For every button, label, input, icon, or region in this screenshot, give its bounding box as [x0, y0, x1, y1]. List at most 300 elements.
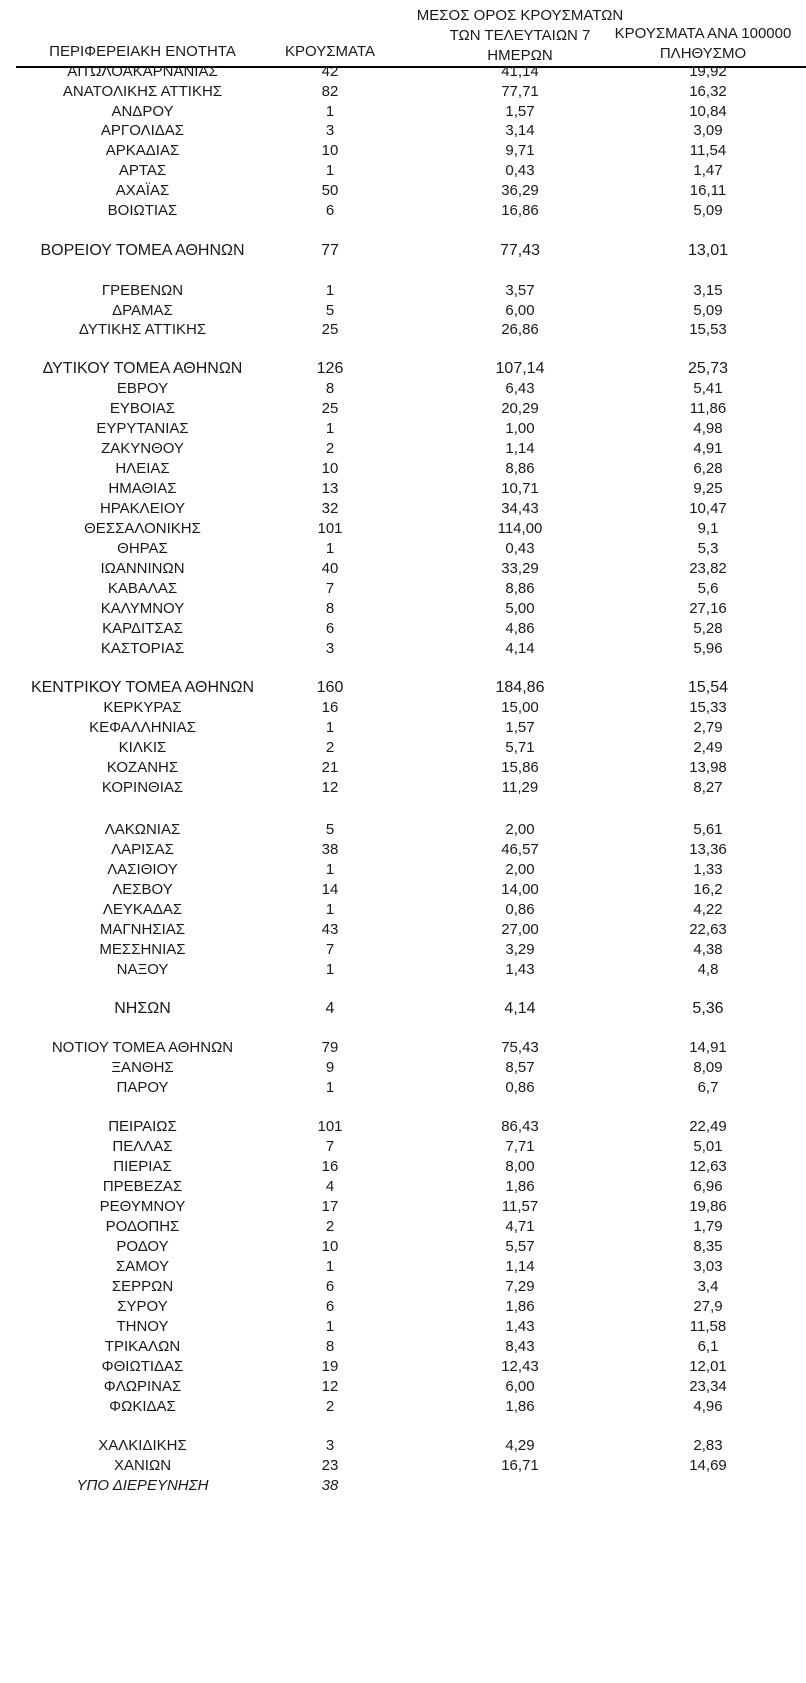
per100k-value: 14,69 — [689, 1457, 727, 1474]
cases-value: 38 — [321, 1477, 339, 1494]
cases-value: 8 — [325, 600, 335, 617]
table-row — [0, 398, 806, 420]
avg7-value: 1,86 — [505, 1398, 535, 1415]
cases-value: 43 — [321, 921, 339, 938]
avg7-value: 3,14 — [505, 122, 535, 139]
per100k-value: 12,01 — [689, 1358, 727, 1375]
table-row — [0, 1176, 806, 1198]
table-row — [0, 1196, 806, 1218]
table-row — [0, 578, 806, 600]
per100k-value: 16,11 — [689, 182, 727, 199]
table-row — [0, 717, 806, 739]
header-avg7: ΜΕΣΟΣ ΟΡΟΣ ΚΡΟΥΣΜΑΤΩΝ ΤΩΝ ΤΕΛΕΥΤΑΙΩΝ 7 ΗΜΕΡΩΝ — [416, 7, 624, 64]
avg7-value: 11,57 — [501, 1198, 539, 1215]
cases-value: 2 — [325, 1218, 335, 1235]
cases-value: 25 — [321, 400, 339, 417]
table-row — [0, 1037, 806, 1059]
table-row — [0, 1455, 806, 1477]
cases-value: 6 — [325, 1298, 335, 1315]
per100k-value: 11,54 — [689, 142, 727, 159]
per100k-value: 1,47 — [693, 162, 723, 179]
per100k-value: 12,63 — [689, 1158, 727, 1175]
per100k-value: 5,6 — [697, 580, 719, 597]
avg7-value: 1,43 — [505, 961, 535, 978]
avg7-value: 184,86 — [495, 679, 545, 696]
table-row — [0, 618, 806, 640]
avg7-value: 77,71 — [501, 83, 539, 100]
avg7-value: 8,86 — [505, 460, 535, 477]
cases-value: 13 — [321, 480, 339, 497]
cases-value: 6 — [325, 202, 335, 219]
avg7-value: 1,00 — [505, 420, 535, 437]
per100k-value: 8,09 — [693, 1059, 723, 1076]
table-row — [0, 280, 806, 302]
per100k-value: 5,01 — [693, 1138, 723, 1155]
region-name: ΜΕΣΣΗΝΙΑΣ — [99, 941, 186, 958]
cases-value: 77 — [321, 242, 339, 259]
table-row — [0, 1236, 806, 1258]
cases-value: 2 — [325, 739, 335, 756]
region-name: ΚΕΝΤΡΙΚΟΥ ΤΟΜΕΑ ΑΘΗΝΩΝ — [30, 679, 255, 696]
cases-value: 17 — [321, 1198, 339, 1215]
cases-value: 8 — [325, 1338, 335, 1355]
table-row — [0, 1475, 806, 1497]
table-row — [0, 140, 806, 162]
per100k-value: 13,36 — [689, 841, 727, 858]
table-row — [0, 81, 806, 103]
avg7-value: 2,00 — [505, 861, 535, 878]
cases-value: 1 — [325, 103, 335, 120]
table-row — [0, 478, 806, 500]
region-name: ΕΥΒΟΙΑΣ — [109, 400, 176, 417]
table-row — [0, 638, 806, 660]
region-name: ΗΡΑΚΛΕΙΟΥ — [99, 500, 186, 517]
cases-value: 32 — [321, 500, 339, 517]
per100k-value: 5,41 — [693, 380, 723, 397]
region-name: ΑΙΤΩΛΟΑΚΑΡΝΑΝΙΑΣ — [67, 63, 218, 80]
table-row — [0, 378, 806, 400]
per100k-value: 8,27 — [693, 779, 723, 796]
per100k-value: 1,33 — [693, 861, 723, 878]
region-name: ΕΒΡΟΥ — [116, 380, 169, 397]
per100k-value: 2,83 — [693, 1437, 723, 1454]
region-name: ΑΡΚΑΔΙΑΣ — [105, 142, 180, 159]
avg7-value: 4,14 — [504, 1000, 536, 1017]
per100k-value: 5,96 — [693, 640, 723, 657]
cases-value: 2 — [325, 440, 335, 457]
avg7-value: 16,86 — [501, 202, 539, 219]
cases-value: 10 — [321, 142, 339, 159]
region-name: ΠΙΕΡΙΑΣ — [113, 1158, 172, 1175]
per100k-value: 4,91 — [693, 440, 723, 457]
avg7-value: 6,00 — [505, 302, 535, 319]
cases-value: 3 — [325, 1437, 335, 1454]
region-name: ΙΩΑΝΝΙΝΩΝ — [100, 560, 185, 577]
table-row — [0, 61, 806, 83]
table-row — [0, 939, 806, 961]
table-row — [0, 1276, 806, 1298]
cases-value: 1 — [325, 162, 335, 179]
table-row — [0, 737, 806, 759]
avg7-value: 5,71 — [505, 739, 535, 756]
per100k-value: 13,98 — [689, 759, 727, 776]
cases-value: 50 — [321, 182, 339, 199]
cases-value: 23 — [321, 1457, 339, 1474]
per100k-value: 10,84 — [689, 103, 727, 120]
table-row — [0, 518, 806, 540]
region-name: ΚΟΖΑΝΗΣ — [106, 759, 179, 776]
table-row — [0, 160, 806, 182]
per100k-value: 23,34 — [689, 1378, 727, 1395]
region-name: ΛΕΥΚΑΔΑΣ — [102, 901, 183, 918]
region-name: ΔΥΤΙΚΗΣ ΑΤΤΙΚΗΣ — [78, 321, 207, 338]
region-name: ΑΝΑΤΟΛΙΚΗΣ ΑΤΤΙΚΗΣ — [62, 83, 223, 100]
region-name: ΣΑΜΟΥ — [116, 1258, 169, 1275]
region-name: ΛΑΡΙΣΑΣ — [111, 841, 174, 858]
per100k-value: 14,91 — [689, 1039, 727, 1056]
cases-value: 1 — [325, 420, 335, 437]
region-name: ΗΛΕΙΑΣ — [115, 460, 170, 477]
avg7-value: 27,00 — [501, 921, 539, 938]
per100k-value: 16,2 — [693, 881, 723, 898]
region-name: ΠΕΛΛΑΣ — [112, 1138, 173, 1155]
per100k-value: 19,86 — [689, 1198, 727, 1215]
region-name: ΛΕΣΒΟΥ — [112, 881, 173, 898]
cases-value: 38 — [321, 841, 339, 858]
avg7-value: 4,71 — [505, 1218, 535, 1235]
cases-value: 2 — [325, 1398, 335, 1415]
avg7-value: 3,29 — [505, 941, 535, 958]
region-name: ΤΡΙΚΑΛΩΝ — [104, 1338, 181, 1355]
region-name: ΑΝΔΡΟΥ — [111, 103, 174, 120]
per100k-value: 3,09 — [693, 122, 723, 139]
per100k-value: 5,28 — [693, 620, 723, 637]
avg7-value: 33,29 — [501, 560, 539, 577]
region-name: ΦΛΩΡΙΝΑΣ — [103, 1378, 182, 1395]
region-name: ΡΟΔΟΥ — [116, 1238, 169, 1255]
table-row — [0, 1316, 806, 1338]
region-name: ΡΕΘΥΜΝΟΥ — [99, 1198, 186, 1215]
per100k-value: 6,28 — [693, 460, 723, 477]
table-row — [0, 879, 806, 901]
per100k-value: 19,92 — [689, 63, 727, 80]
avg7-value: 1,14 — [505, 440, 535, 457]
per100k-value: 1,79 — [693, 1218, 723, 1235]
header-cases: ΚΡΟΥΣΜΑΤΑ — [285, 43, 375, 60]
region-name: ΖΑΚΥΝΘΟΥ — [101, 440, 184, 457]
table-row — [0, 438, 806, 460]
per100k-value: 6,1 — [697, 1338, 719, 1355]
cases-value: 3 — [325, 640, 335, 657]
avg7-value: 12,43 — [501, 1358, 539, 1375]
table-row — [0, 1356, 806, 1378]
table-row — [0, 1116, 806, 1138]
avg7-value: 0,43 — [505, 162, 535, 179]
per100k-value: 2,49 — [693, 739, 723, 756]
table-row — [0, 777, 806, 799]
region-name: ΧΑΝΙΩΝ — [113, 1457, 172, 1474]
region-name: ΚΙΛΚΙΣ — [118, 739, 167, 756]
table-row — [0, 859, 806, 881]
per100k-value: 11,58 — [689, 1318, 727, 1335]
avg7-value: 5,00 — [505, 600, 535, 617]
cases-value: 1 — [325, 901, 335, 918]
region-name: ΓΡΕΒΕΝΩΝ — [101, 282, 184, 299]
table-row — [0, 1057, 806, 1079]
table-row — [0, 558, 806, 580]
per100k-value: 5,36 — [692, 1000, 724, 1017]
region-name: ΕΥΡΥΤΑΝΙΑΣ — [96, 420, 189, 437]
cases-value: 79 — [321, 1039, 339, 1056]
table-row — [0, 180, 806, 202]
region-name: ΚΟΡΙΝΘΙΑΣ — [101, 779, 184, 796]
table-row — [0, 919, 806, 941]
table-row — [0, 458, 806, 480]
table-row — [0, 1336, 806, 1358]
per100k-value: 4,22 — [693, 901, 723, 918]
cases-value: 6 — [325, 620, 335, 637]
per100k-value: 15,53 — [689, 321, 727, 338]
region-name: ΚΑΒΑΛΑΣ — [107, 580, 178, 597]
region-name: ΥΠΟ ΔΙΕΡΕΥΝΗΣΗ — [76, 1477, 209, 1494]
avg7-value: 1,43 — [505, 1318, 535, 1335]
table-row — [0, 1435, 806, 1457]
avg7-value: 34,43 — [501, 500, 539, 517]
avg7-value: 1,86 — [505, 1298, 535, 1315]
per100k-value: 5,61 — [693, 821, 723, 838]
per100k-value: 10,47 — [689, 500, 727, 517]
table-row — [0, 819, 806, 841]
avg7-value: 20,29 — [501, 400, 539, 417]
cases-value: 40 — [321, 560, 339, 577]
per100k-value: 25,73 — [687, 360, 729, 377]
per100k-value: 4,98 — [693, 420, 723, 437]
cases-value: 3 — [325, 122, 335, 139]
cases-value: 21 — [321, 759, 339, 776]
table-row — [0, 677, 806, 699]
region-name: ΒΟΡΕΙΟΥ ΤΟΜΕΑ ΑΘΗΝΩΝ — [40, 242, 245, 259]
avg7-value: 7,71 — [505, 1138, 535, 1155]
region-name: ΡΟΔΟΠΗΣ — [105, 1218, 180, 1235]
cases-value: 1 — [325, 282, 335, 299]
table-row — [0, 757, 806, 779]
avg7-value: 1,57 — [505, 719, 535, 736]
cases-value: 1 — [325, 1258, 335, 1275]
region-name: ΔΥΤΙΚΟΥ ΤΟΜΕΑ ΑΘΗΝΩΝ — [42, 360, 243, 377]
avg7-value: 86,43 — [501, 1118, 539, 1135]
per100k-value: 4,8 — [697, 961, 719, 978]
per100k-value: 8,35 — [693, 1238, 723, 1255]
region-name: ΚΑΣΤΟΡΙΑΣ — [100, 640, 185, 657]
per100k-value: 22,49 — [689, 1118, 727, 1135]
table-row — [0, 1296, 806, 1318]
avg7-value: 3,57 — [505, 282, 535, 299]
per100k-value: 6,96 — [693, 1178, 723, 1195]
avg7-value: 1,86 — [505, 1178, 535, 1195]
cases-value: 10 — [321, 1238, 339, 1255]
per100k-value: 9,1 — [697, 520, 719, 537]
cases-value: 1 — [325, 540, 335, 557]
per100k-value: 16,32 — [689, 83, 727, 100]
cases-value: 82 — [321, 83, 339, 100]
region-name: ΝΑΞΟΥ — [116, 961, 169, 978]
cases-value: 4 — [325, 1000, 335, 1017]
avg7-value: 15,00 — [501, 699, 539, 716]
region-name: ΑΡΤΑΣ — [118, 162, 167, 179]
per100k-value: 5,09 — [693, 302, 723, 319]
per100k-value: 3,15 — [693, 282, 723, 299]
avg7-value: 8,00 — [505, 1158, 535, 1175]
avg7-value: 10,71 — [501, 480, 539, 497]
region-name: ΣΕΡΡΩΝ — [111, 1278, 174, 1295]
table-row — [0, 418, 806, 440]
avg7-value: 5,57 — [505, 1238, 535, 1255]
table-row — [0, 1376, 806, 1398]
cases-value: 7 — [325, 1138, 335, 1155]
table-row — [0, 1256, 806, 1278]
table-row — [0, 899, 806, 921]
table-row — [0, 1396, 806, 1418]
avg7-value: 6,43 — [505, 380, 535, 397]
region-name: ΑΧΑΪΑΣ — [115, 182, 170, 199]
table-row — [0, 498, 806, 520]
cases-value: 126 — [316, 360, 344, 377]
table-row — [0, 998, 806, 1020]
cases-value: 160 — [316, 679, 344, 696]
per100k-value: 6,7 — [697, 1079, 719, 1096]
per100k-value: 5,3 — [697, 540, 719, 557]
avg7-value: 107,14 — [495, 360, 545, 377]
table-row — [0, 1136, 806, 1158]
table-row — [0, 839, 806, 861]
header-region: ΠΕΡΙΦΕΡΕΙΑΚΗ ΕΝΟΤΗΤΑ — [49, 43, 236, 60]
region-name: ΘΗΡΑΣ — [117, 540, 168, 557]
avg7-value: 11,29 — [501, 779, 539, 796]
region-name: ΜΑΓΝΗΣΙΑΣ — [99, 921, 186, 938]
region-name: ΒΟΙΩΤΙΑΣ — [107, 202, 178, 219]
header-per100k: ΚΡΟΥΣΜΑΤΑ ΑΝΑ 100000 ΠΛΗΘΥΣΜΟ — [614, 25, 792, 62]
avg7-value: 8,43 — [505, 1338, 535, 1355]
cases-value: 12 — [321, 779, 339, 796]
cases-value: 1 — [325, 1079, 335, 1096]
table-row — [0, 358, 806, 380]
table-row — [0, 1077, 806, 1099]
cases-value: 42 — [321, 63, 339, 80]
per100k-value: 27,16 — [689, 600, 727, 617]
avg7-value: 9,71 — [505, 142, 535, 159]
per100k-value: 4,96 — [693, 1398, 723, 1415]
region-name: ΠΕΙΡΑΙΩΣ — [108, 1118, 177, 1135]
table-row — [0, 319, 806, 341]
per100k-value: 3,4 — [697, 1278, 719, 1295]
table-row — [0, 1156, 806, 1178]
region-name: ΤΗΝΟΥ — [116, 1318, 169, 1335]
cases-value: 7 — [325, 580, 335, 597]
avg7-value: 7,29 — [505, 1278, 535, 1295]
region-name: ΛΑΣΙΘΙΟΥ — [107, 861, 178, 878]
per100k-value: 9,25 — [693, 480, 723, 497]
cases-value: 16 — [321, 699, 339, 716]
cases-value: 1 — [325, 961, 335, 978]
avg7-value: 0,43 — [505, 540, 535, 557]
avg7-value: 1,14 — [505, 1258, 535, 1275]
avg7-value: 41,14 — [501, 63, 539, 80]
region-name: ΚΕΡΚΥΡΑΣ — [103, 699, 182, 716]
table-row — [0, 598, 806, 620]
region-name: ΚΕΦΑΛΛΗΝΙΑΣ — [89, 719, 196, 736]
cases-value: 4 — [325, 1178, 335, 1195]
cases-value: 5 — [325, 302, 335, 319]
avg7-value: 4,14 — [505, 640, 535, 657]
avg7-value: 4,29 — [505, 1437, 535, 1454]
per100k-value: 13,01 — [687, 242, 729, 259]
region-name: ΚΑΡΔΙΤΣΑΣ — [102, 620, 183, 637]
region-name: ΠΑΡΟΥ — [116, 1079, 169, 1096]
region-name: ΔΡΑΜΑΣ — [112, 302, 173, 319]
region-name: ΦΩΚΙΔΑΣ — [109, 1398, 176, 1415]
region-name: ΣΥΡΟΥ — [117, 1298, 168, 1315]
region-name: ΝΗΣΩΝ — [114, 1000, 171, 1017]
cases-value: 12 — [321, 1378, 339, 1395]
cases-value: 101 — [317, 520, 343, 537]
cases-value: 10 — [321, 460, 339, 477]
per100k-value: 27,9 — [693, 1298, 723, 1315]
cases-value: 16 — [321, 1158, 339, 1175]
avg7-value: 14,00 — [501, 881, 539, 898]
avg7-value: 77,43 — [499, 242, 541, 259]
region-name: ΘΕΣΣΑΛΟΝΙΚΗΣ — [84, 520, 201, 537]
avg7-value: 15,86 — [501, 759, 539, 776]
per100k-value: 3,03 — [693, 1258, 723, 1275]
avg7-value: 46,57 — [501, 841, 539, 858]
cases-value: 6 — [325, 1278, 335, 1295]
avg7-value: 6,00 — [505, 1378, 535, 1395]
avg7-value: 0,86 — [505, 1079, 535, 1096]
cases-value: 1 — [325, 719, 335, 736]
region-name: ΧΑΛΚΙΔΙΚΗΣ — [98, 1437, 187, 1454]
avg7-value: 75,43 — [501, 1039, 539, 1056]
per100k-value: 23,82 — [689, 560, 727, 577]
cases-value: 101 — [317, 1118, 343, 1135]
avg7-value: 1,57 — [505, 103, 535, 120]
avg7-value: 26,86 — [501, 321, 539, 338]
region-name: ΚΑΛΥΜΝΟΥ — [100, 600, 185, 617]
region-name: ΠΡΕΒΕΖΑΣ — [102, 1178, 183, 1195]
cases-value: 5 — [325, 821, 335, 838]
per100k-value: 5,09 — [693, 202, 723, 219]
cases-value: 19 — [321, 1358, 339, 1375]
table-row — [0, 120, 806, 142]
region-name: ΛΑΚΩΝΙΑΣ — [104, 821, 181, 838]
avg7-value: 8,57 — [505, 1059, 535, 1076]
avg7-value: 114,00 — [497, 520, 543, 537]
avg7-value: 0,86 — [505, 901, 535, 918]
cases-value: 14 — [321, 881, 339, 898]
table-row — [0, 200, 806, 222]
per100k-value: 15,33 — [689, 699, 727, 716]
per100k-value: 15,54 — [687, 679, 729, 696]
per100k-value: 22,63 — [689, 921, 727, 938]
cases-value: 1 — [325, 1318, 335, 1335]
table-row — [0, 538, 806, 560]
cases-value: 1 — [325, 861, 335, 878]
avg7-value: 8,86 — [505, 580, 535, 597]
table-row — [0, 240, 806, 262]
cases-value: 25 — [321, 321, 339, 338]
per100k-value: 11,86 — [689, 400, 727, 417]
region-name: ΦΘΙΩΤΙΔΑΣ — [101, 1358, 184, 1375]
table-row — [0, 1216, 806, 1238]
